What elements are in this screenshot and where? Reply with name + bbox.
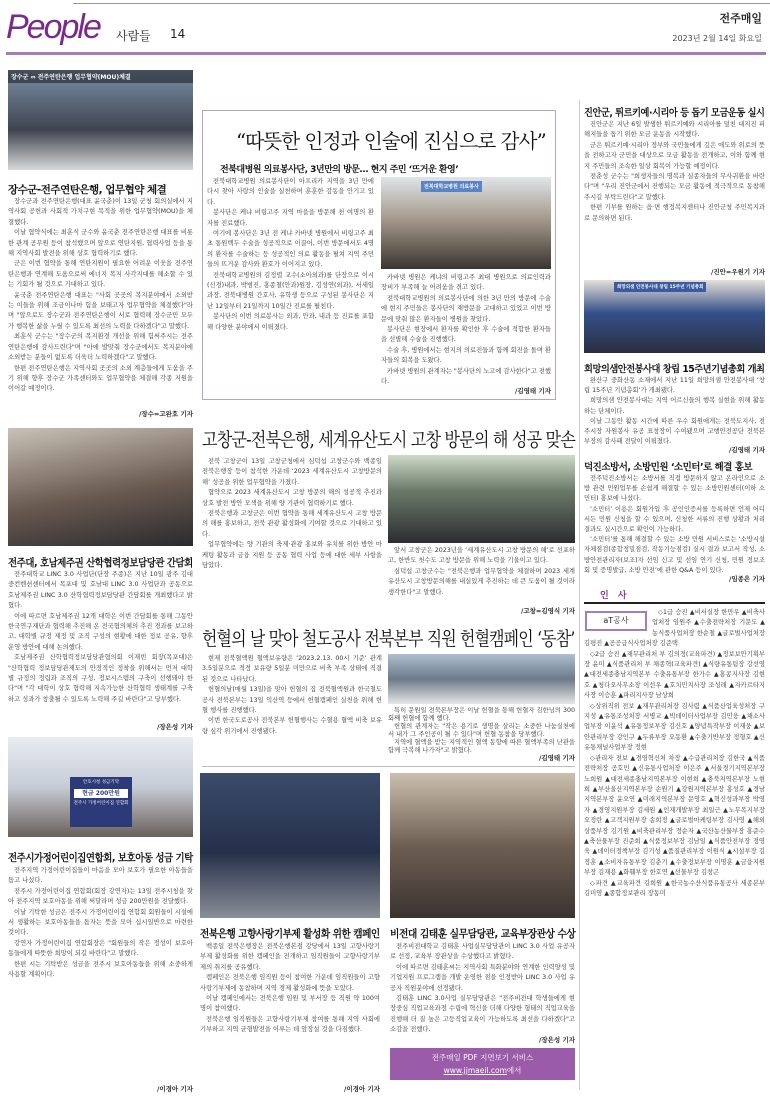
byline: /임종은 기자 — [728, 575, 765, 583]
byline: /김영태 기자 — [538, 754, 575, 762]
paragraph: 여기에 봉사단은 3년 전 케냐 카바넷 병원에서 비링고주 최초 통원백두 수술을 성공적으로 이끌어, 이번 방문에서도 4명의 환자를 수술하는 등 성공적인 의료 활동을 펼쳐 지역 주민들의 뜨거운 감사와 환호가 이어지고 있다. — [207, 230, 374, 269]
article-jinan — [584, 120, 765, 268]
paragraph: ◇1급 승진 ▲비서실장 한만우 ▲비축사업처장 임원주 ▲수출전략처장 기문도 ▲농식품사업처장 한순철 ▲글로벌사업처장 김평진 ▲공공급식사업처장 김준택 — [584, 609, 765, 648]
article-daycare-wrap — [8, 866, 193, 1094]
article-jeonju-univ — [8, 570, 193, 723]
paragraph: 봉사단의 이번 의료봉사는 외과, 안과, 내과 등 진료를 포함해 다양한 분야에서 이뤄졌다. — [207, 313, 374, 331]
paragraph: 앞서 고창군은 2023년을 ‘세계유산도시 고창 방문의 해’로 선포하고, 한반도 첫수도 고창 방문을 위해 노력을 기울이고 있다. — [388, 547, 575, 565]
feature-text-col2-wrap — [381, 273, 551, 396]
paragraph: 한편 시는 기탁받은 성금을 전주시 보호아동들을 위해 소중하게 사용할 계획이다. — [8, 960, 193, 979]
article-gochang-tail-wrap — [388, 546, 575, 616]
headline-gochang: 고창군-전북은행, 세계유산도시 고창 방문의 해 성공 맞손 — [202, 429, 575, 451]
headline-jinan: 진안군, 튀르키예·시리아 등 돕기 모금운동 실시 — [584, 108, 765, 119]
paragraph: 전북대학교병원의 김정렬 교수(소아외과)를 단장으로 이시(신경)내과, 박범진, 홍종철(안과)원장, 김성연(외과), 서세일 과장, 전북대병원 간호사, 유학생 등으로 구성된 봉사단은 지난 12일부터 21일까지 10일간 진료를 펼친다. — [207, 271, 374, 310]
article-fire-wrap — [584, 474, 765, 584]
headline-blood-donation: 헌혈의 날 맞아 철도공사 전북본부 직원 헌혈캠페인 ‘동참’ — [202, 628, 575, 650]
personnel-list — [584, 608, 765, 1090]
personnel-section-label: 인 사 — [600, 591, 630, 601]
personnel-rule — [584, 602, 765, 604]
article-jangsu — [8, 197, 193, 410]
byline: /김영태 기자 — [728, 446, 765, 454]
feature-subtitle: 전북대병원 의료봉사단, 3년만의 방문… 현지 주민 ‘뜨거운 환영’ — [220, 165, 459, 175]
article-vision-wrap — [390, 942, 575, 1045]
paragraph: 호남제주권 산학협력정보담당관협의회 이재빈 회장(목포대)은 "산학협력 정보담당관제도의 안정적인 정착을 위해서는 먼저 대학별 규정의 정립과 조직의 구성, 정보시스템의 구축이 선행돼야 한다"며 "각 대학이 상호 협력해 지속가능한 산학협력 생태계를 구축하고 성과가 창출될 수 있도록 노력해 주길 바란다"고 당부했다. — [8, 654, 193, 703]
feature-title: “따뜻한 인정과 인술에 진심으로 감사” — [236, 129, 546, 153]
byline: /장은성 기자 — [156, 723, 193, 731]
paragraph: 심덕섭 고창군수는 "전북은행과 업무협약을 체결하며 2023 세계유산도시 고창방문의해를 내실있게 추진하는 데 큰 도움이 될 것이라 생각한다"고 말했다. — [388, 567, 575, 596]
paragraph: 카바넷 병원의 관계자는 "봉사단의 노고에 감사한다"고 전했다. — [381, 367, 551, 386]
paragraph: 전북은행 임직원들은 고향사랑기부제 참여를 통해 지역 사회에 기부하고 지역 균형발전을 이루는 데 앞장설 것을 다짐했다. — [200, 1015, 380, 1034]
headline-vision: 비전대 김태훈 실무담당관, 교육부장관상 수상 — [390, 928, 576, 940]
meeting-photo — [8, 428, 193, 546]
headline-jbbank: 전북은행 고향사랑기부제 활성화 위한 캠페인 — [200, 928, 380, 940]
pdf-service-banner[interactable]: 전주매일 PDF 지면보기 서비스 www.jjmaeil.com에서 — [390, 1048, 575, 1080]
paragraph: 캠페인은 전북은행 임직원 등이 참여한 가운데 임직원들이 고향사랑기부제에 동참하며 지역 경제 활성화에 뜻을 모았다. — [200, 974, 380, 992]
column-divider — [579, 100, 580, 1090]
paragraph: ◇상위직위 전보 ▲재무관리처장 김사렴 ▲식품산업육성처장 구지성 ▲유통조성처장 서병교 ▲빅데이터사업부장 김민웅 ▲채소사업부장 이윤석 ▲유통정보부장 김신호 ▲양념특작부장 이재웅 ▲보안관리부장 강인구 ▲두류부장 오동환 ▲수출기반부장 정형호 ▲신유통채널사업부장 정현 — [584, 702, 765, 752]
paragraph: 완산구 중화산동 소재에서 지난 11일 희망의샘 안전봉사대 ‘창립 15주년 기념총회’가 개최됐다. — [584, 377, 765, 395]
headline-fire: 덕진소방서, 소방민원 ‘소민터’로 해결 홍보 — [584, 462, 753, 473]
paragraph: 이날 그동안 활동 시간에 따른 우수 회원에게는 전북도지사, 전주시장 자원봉사 유공 표창장이 수여됐으며 고행안전공단 전북본부장의 감사패 전달이 이뤄졌다. — [584, 417, 765, 446]
paragraph: ◇2급 승진 ▲재무관리처 부 김의정(교육파견) ▲정보보안기획부장 윤미 ▲식품관리처 부 채종혁(교육파견) ▲식량유통팀장 강선영 ▲대전세종충남지역본부 수출유통부장 한가수 ▲홍콩지사장 김현호 ▲청다오사무소장 이선우 ▲호치민지사장 조성래 ▲자카르타지사장 이승훈 ▲파리지사장 남상희 — [584, 650, 765, 700]
headline-jangsu: 장수군-전주연탄은행, 업무협약 체결 — [8, 184, 167, 196]
mou-photo: 장수군 ⇔ 전주연탄은행 업무협약(MOU)체결 — [8, 70, 193, 170]
campaign-photo — [200, 773, 380, 918]
paragraph: 윤국춘 전주연탄은행 대표는 "사회 곳곳의 복지분야에서 소외받는 이들을 위해 조금이나마 힘을 보태고자 업무협약을 체결했다"라며 "앞으로도 장수군과 전주연탄은행이 서로 협력해 장수군민 모두가 행복한 삶을 누릴 수 있도록 최선의 노력을 다하겠다"고 말했다. — [8, 291, 193, 330]
paragraph: 전주덕진소방서는 소방서를 직접 방문하지 않고 온라인으로 소방 관련 민원업무를 손쉽게 해결할 수 있는 소방민원센터(이하 소민터) 홍보에 나섰다. — [584, 475, 765, 503]
article-gochang — [202, 457, 382, 615]
article-jinan-wrap — [584, 120, 765, 277]
feature-text-col2 — [381, 273, 551, 387]
article-daycare — [8, 866, 193, 1085]
paragraph: 한편 전주연탄은행은 지역사회 곳곳의 소외 계층들에게 도움을 주기 위해 향후 장수군 가족센터와도 업무협약을 체결해 각종 지원을 이어갈 예정이다. — [8, 364, 193, 393]
byline: /이경아 기자 — [343, 1085, 380, 1093]
article-hope-wrap — [584, 376, 765, 455]
byline: /이경아 기자 — [156, 1085, 193, 1093]
org-label-box: aT공사 — [585, 611, 647, 631]
paragraph: 협약으로 2023 세계유산도시 고창 방문의 해의 성공적 추진과 상호 발전 방안 모색을 위해 양 기관이 협력하기로 했다. — [202, 489, 382, 507]
headline-daycare: 전주시가정어린이집연합회, 보호아동 성금 기탁 — [8, 852, 193, 864]
paragraph: 업무협약에는 양 기관의 축제·관광 홍보와 유치를 위한 방안 마케팅 활동과 금융 지원 등 공동 협력 사업 등에 대한 세부 사항을 담았다. — [202, 541, 382, 570]
award-photo — [390, 773, 575, 918]
byline: /진안=우원기 기자 — [710, 268, 765, 276]
article-blood-tail — [388, 707, 575, 754]
paragraph: 희망의샘 안전봉사대는 지역 어르신들의 행복 실현을 위해 활동하는 단체이다. — [584, 397, 765, 415]
divider — [202, 766, 575, 767]
medical-team-photo: 전북대학교병원 의료봉사 — [381, 177, 551, 269]
paragraph: 장수군과 전주연탄은행(대표 윤국춘)이 13일 군청 회의실에서 지역사회 공헌과 사회적 가치구현 목적을 위한 업무협약(MOU)을 체결했다. — [8, 198, 193, 226]
paragraph: 전북 고창군이 13일 고창군청에서 심덕섭 고창군수와 백종일 전북은행장 등이 참석한 가운데 ‘2023 세계유산도시 고창방문의 해’ 성공을 위한 업무협약을 가졌다. — [202, 458, 382, 486]
paragraph: 헌혈의날(매월 13일)을 맞아 헌혈의 집 전북혈액원과 한국철도공사 전북본부는 13일 익산역 등에서 헌혈캠페인 실천을 위해 헌혈 행사를 진행했다. — [202, 686, 382, 715]
paragraph: 백종일 전북은행장은 전북은행본점 강당에서 13일 고향사랑기부제 활성화를 위한 캠페인을 전개하고 임직원들이 고향사랑기부제의 취지를 공유했다. — [200, 943, 380, 971]
paragraph: 전주비전대학교 김태훈 사업실무담당관이 LINC 3.0 사업 유공자로 선정, 교육부 장관상을 수상했다고 밝혔다. — [390, 943, 575, 961]
byline: /고창=김영식 기자 — [520, 607, 575, 615]
paragraph: ‘소민터’를 통해 해결할 수 있는 소방 민원 서비스로는 ‘소방시설 자체점검(종합정밀점검, 작동기능점검) 실시 결과 보고서 작성, 소방안전관리자(보조)자 선임 신고 및 선임 연기 신청, 민원 정보조회 및 증명발급, 소방 안전’에 관한 Q&A 등이 있다. — [584, 536, 765, 574]
headline-hope: 희망의샘안전봉사대 창립 15주년기념총회 개최 — [584, 364, 765, 375]
newspaper-name: 전주매일 — [719, 12, 762, 25]
paragraph: 현재 전북혈액원 혈액보유량은 ‘2023.2.13. 00시 기준’ 관계 3.5일분으로 적정 보유량 5일분 미만으로 비축 부족 상태에 직결된 것으로 나타났다. — [202, 655, 382, 683]
paragraph: 김태훈 LINC 3.0사업 실무담당관은 "전주비전대 학생들에게 현장중심 직업교육과정 수립에 혁신을 더해 다양한 형태의 직업교육을 진행해 더 질 높은 고등직업교육이 가능하도록 최선을 다하겠다"고 소감을 전했다. — [390, 995, 575, 1034]
paragraph: 봉사단은 현장에서 환자를 확인한 후 수술에 적합한 환자들을 선별해 수술을 진행했다. — [381, 326, 551, 344]
paragraph: 이에 따르면 호남제주권 12개 대학은 이번 간담회를 통해 그동안 한국연구재단과 협력해 추진해 온 전국협의체의 추진 경과를 보고하고, 대학별 규정 제정 및 조직 구성의 현황에 대한 정보 공유, 향후 운영 방안에 대해 논의했다. — [8, 612, 193, 651]
paragraph: 이날 협약식에는 최훈식 군수와 윤국춘 전주연탄은행 대표를 비롯한 관계 공무원 등이 참석했으며 앞으로 연탄지원, 협력사업 등을 통해 지역사회 발전을 위해 상호 협력하기로 했다. — [8, 229, 193, 258]
byline: /김영태 기자 — [514, 387, 551, 395]
paragraph: 전주지역 가정어린이집들이 마음을 모아 보호가 필요한 아동들을 돕고 나섰다. — [8, 867, 193, 885]
article-jangsu-wrap — [8, 197, 193, 419]
article-vision — [390, 942, 575, 1036]
blood-bus-photo — [388, 654, 575, 704]
article-jbbank — [200, 942, 380, 1085]
article-jbbank-wrap — [200, 942, 380, 1094]
paragraph: 전춘성 군수는 "희생자들의 명복과 실종자들의 무사귀환을 바란다"며 "우리 진안군에서 진행되는 모금 활동에 적극적으로 동참해 주시길 부탁드린다"고 말했다. — [584, 173, 765, 201]
paragraph: 전주대학교 LINC 3.0 사업단(단장 주종)은 지난 10일 광주 김대중컨벤션센터에서 목포대 및 호남대 LINC 3.0 사업단과 공동으로 호남제주권 LINC 3.0 산학협력정보담당관 간담회를 개최했다고 밝혔다. — [8, 571, 193, 610]
page-number: 14 — [170, 27, 186, 41]
paragraph: 이날 캠페인에서는 전북은행 임원 및 부서장 등 직원 약 100여 명이 참여했다. — [200, 995, 380, 1013]
article-gochang-tail — [388, 546, 575, 607]
anniversary-photo: 희망의샘 안전봉사대 창립 15주년 기념총회 — [584, 280, 765, 353]
paragraph: 전북은행과 고창군은 이번 협약을 통해 세계유산도시 고창 방문의 해를 홍보하고, 전북 관광 활성화에 기여할 것으로 기대하고 있다. — [202, 510, 382, 538]
paragraph: 강연자 가정어린이집 연합회장은 "회원들의 작은 정성이 보호아동들에게 따뜻한 희망이 되길 바란다"고 말했다. — [8, 939, 193, 958]
paragraph: 이번 한국도로공사 전북본부 헌혈행사는 수혈용 혈액 비축 보유량 심각 위기에서 진행됐다. — [202, 717, 382, 735]
article-fire — [584, 474, 765, 575]
paragraph: 군은 튀르키예·시리아 정부와 국민들에게 깊은 애도와 위로의 뜻을 전하고자 군민을 대상으로 모금 활동을 전개하고, 이와 함께 현지 주민들의 조속한 일상 회복이 가능할 예정이다. — [584, 141, 765, 170]
section-brand: People — [6, 8, 100, 46]
article-blood-tail-wrap — [388, 707, 575, 763]
top-rule — [73, 3, 770, 4]
paragraph: 이날 기탁한 성금은 전주시 가정어린이집 연합회 회원들이 시설에서 생활하는 보호아동들을 돕자는 뜻을 모아 십시일반으로 마련한 것이다. — [8, 908, 193, 937]
paragraph: 전북대학교병원의 의료봉사단에 의한 3년 만의 방문에 수술에 현지 주민들은 봉사단의 재방문을 고대하고 있었고 이번 방문에 맞춰 많은 환자들이 병원을 찾았다. — [381, 294, 551, 323]
paragraph: 군은 이번 협약을 통해 연탄지원이 필요한 어려운 이웃을 전주연탄은행과 연계해 도움으로써 에너지 복지 사각지대를 해소할 수 있는 기회가 될 것으로 기대하고 있다. — [8, 260, 193, 289]
gochang-mou-photo — [388, 455, 575, 543]
donation-photo — [8, 737, 193, 837]
paragraph: 카바넷 병원은 케냐의 비링고주 최대 병원으로 의료인력과 장비가 부족해 늘 어려움을 겪고 있다. — [381, 274, 551, 292]
article-blood-donation — [202, 654, 382, 762]
paragraph: 한편 기부를 원하는 읍·면 행정복지센터나 진안군청 주민복지과로 문의하면 된다. — [584, 204, 765, 222]
paragraph: 헌혈의 관계자는 "작은 용기로 생명을 살리는 소중한 나눔실천에서 내가 그 주인공이 될 수 있다"며 헌혈 동참을 당부했다. — [388, 723, 575, 738]
paragraph: 특히 문원일 전북본부장은 이날 헌혈을 통해 헌혈자 김한님의 300회째 헌혈에 함께 했다. — [388, 707, 575, 722]
paragraph: 전주시 가정어린이집 연합회(회장 강연자)는 13일 전주시청을 찾아 전주지역 보호아동을 위해 써달라며 성금 200만원을 전달했다. — [8, 887, 193, 906]
byline: /장은성 기자 — [538, 1036, 575, 1044]
paragraph: ‘소민터’ 이용은 회원가입 후 공인인증서를 등록하면 언제 어디서든 민원 신청을 할 수 있으며, 신청한 서류의 진행 상황과 처리 결과도 실시간으로 확인이 가능하다. — [584, 505, 765, 534]
paragraph: 봉사단은 케냐 비링고주 지역 마을을 방문해 천 여명의 환자를 진료했다. — [207, 209, 374, 227]
feature-text-col1 — [207, 177, 374, 395]
paragraph: 최훈식 군수는 "장수군의 복지환경 개선을 위해 힘써주시는 전주연탄은행에 감사드린다"며 "아에 발맞춰 장수군에서도 복지분야에 소외받는 분들이 없도록 더욱더 노력하겠다"고 말했다. — [8, 333, 193, 362]
issue-date: 2023년 2월 14일 화요일 — [672, 34, 762, 43]
paragraph: ◇파견 ▲교육파견 김희원 ▲한국농수산식품유통공사 세종본부 김미영 ▲종합정보관리 장동미 — [584, 879, 765, 897]
article-jeonju-univ-wrap — [8, 570, 193, 732]
paragraph: 이에 따르면 김태훈씨는 지역사회 특화분야와 연계한 인력양성 및 기업지원 프로그램을 개발 운영한 점을 인정받아 LINC 3.0 사업 유공자 직원분야에 선정됐다. — [390, 963, 575, 992]
paragraph: 지역에 혈액을 받는 지역적인 혈액 동향에 따른 혈액부족의 난관을 함께 극복해 나가자"고 밝혔다. — [388, 739, 575, 754]
header-rule — [6, 52, 766, 55]
website-link[interactable]: www.jjmaeil.com — [443, 1066, 507, 1075]
byline: /장수=고완호 기자 — [138, 410, 193, 418]
paragraph: 진안군은 지난 6일 발생한 튀르키예와 시리아를 덮친 대지진 피해지들을 돕기 위한 모금 운동을 시작했다. — [584, 121, 765, 139]
paragraph: 수술 후, 병원에서는 현지의 의료진들과 함께 회진을 돌며 환자들의 회복을 도왔다. — [381, 346, 551, 365]
paragraph: ◇관리자 전보 ▲경영혁신처 차장 ▲수급관리처장 김한국 ▲식품전략처장 공호민 ▲신유통사업처장 이은주 ▲서울경기지역본부장 노희원 ▲대전세종충남지역본부장 이현희 ▲충북지역본부장 노현희 ▲부산울산지역본부장 손원기 ▲강원지역본부장 홍성호 ▲경남지역본부장 윤오연 ▲미래지역본부장 문영호 ▲혁신성과부장 박영자 ▲경영지원부장 김세원 ▲인재개발부장 최일근 ▲노무복지부장 오정란 ▲고객지원부장 송희정 ▲글로벌마케팅부장 김사영 ▲해외상품부장 김기원 ▲비축관리부장 정순자 ▲국산농산물부장 홍준수 ▲축산물부장 진준희 ▲식품정보부장 김남일 ▲식품안전부장 정영욱 ▲데이터정책부장 김기성 ▲품질관리부장 이원식 ▲시설부장 김정훈 ▲소비자유통부장 김춘기 ▲수출정보부장 이명훈 ▲금융지원부장 김재용 ▲화훼부장 한호연 ▲선물부장 김창곤 — [584, 754, 765, 877]
headline-jeonju-univ: 전주대, 호남제주권 산학협력정보담당관 간담회 — [8, 557, 193, 569]
paragraph: 전북대학교병원 의료봉사단이 아프리카 지역을 3년 만에 다시 찾아 사랑의 인술을 실천하며 훈훈한 감동을 안기고 있다. — [207, 178, 374, 206]
donation-sign: 안호시청 성금기탁 현금 200만원 전주시 가정어린이집 연합회 — [70, 777, 132, 827]
article-hope — [584, 376, 765, 446]
section-name: 사람들 — [116, 29, 151, 43]
